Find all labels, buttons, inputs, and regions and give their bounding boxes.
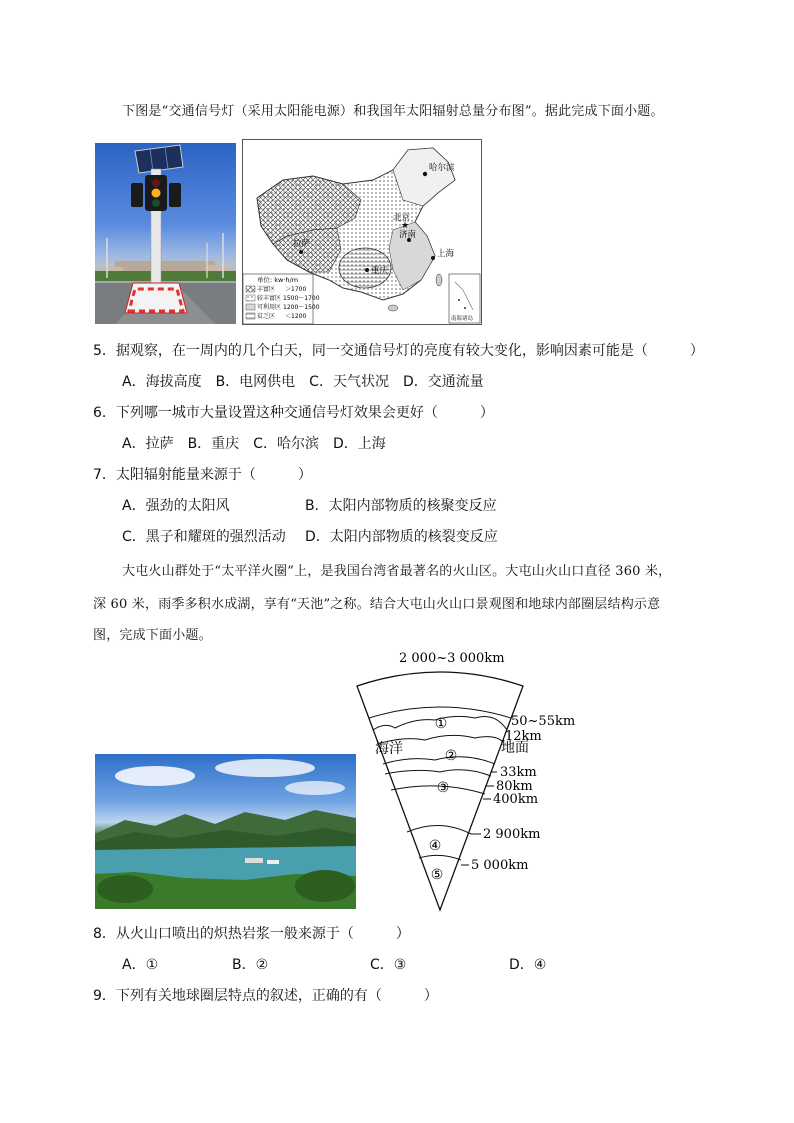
layer-4-marker: ④ [428,838,442,854]
question-8-option-d: D．④ [509,957,547,973]
traffic-signal-photo [95,143,236,324]
legend-value-0: ＞1700 [285,286,307,293]
city-beijing: 北京 [393,213,411,223]
question-7-option-a: A．强劲的太阳风 [122,498,230,514]
depth-label-1: 50~55km [511,714,576,729]
question-8-stem: 8．从火山口喷出的炽热岩浆一般来源于（ ） [93,926,410,942]
question-5-stem: 5．据观察，在一周内的几个白天，同一交通信号灯的亮度有较大变化，影响因素可能是（ ） [93,343,704,359]
city-jinan: 济南 [399,230,417,240]
legend-label-2: 可利用区 [257,304,282,311]
land-label: 地面 [501,740,529,756]
legend-label-1: 较丰富区 [257,295,282,302]
top-width-label: 2 000~3 000km [399,651,505,666]
layer-2-marker: ② [444,748,458,764]
city-harbin: 哈尔滨 [429,163,455,173]
earth-layers-diagram [355,648,595,913]
depth-label-4: 80km [496,779,533,794]
city-chongqing: 重庆 [371,266,389,276]
city-shanghai: 上海 [437,249,455,259]
legend-value-3: ＜1200 [285,313,307,320]
crater-lake-photo [95,754,356,909]
depth-label-7: 5 000km [471,858,529,873]
legend-label-3: 贫乏区 [257,313,276,320]
earth-layers-wedge [355,648,595,913]
question-6-options: A．拉萨 B．重庆 C．哈尔滨 D．上海 [122,436,386,452]
question-7-option-c: C．黑子和耀斑的强烈活动 [122,529,286,545]
intro-2-line-3: 图，完成下面小题。 [93,628,212,643]
svg-text:★: ★ [401,221,410,231]
question-8-option-c: C．③ [370,957,407,973]
question-8-option-b: B．② [232,957,269,973]
question-7-option-d: D．太阳内部物质的核裂变反应 [305,529,498,545]
intro-2-line-2: 深 60 米，雨季多积水成湖，享有“天池”之称。结合大屯山火山口景观图和地球内部圈层结构示意 [93,597,661,612]
depth-label-2: 12km [505,729,542,744]
legend-title: 单位: kw·h/m [257,276,299,284]
intro-2-line-1: 大屯火山群处于“太平洋火圈”上，是我国台湾省最著名的火山区。大屯山火山口直径 360 米， [122,564,672,579]
city-lhasa: 拉萨 [293,239,311,249]
layer-1-marker: ① [434,716,448,732]
ocean-label: 海洋 [375,741,403,757]
legend-label-0: 丰富区 [257,286,276,293]
china-map-illustration [243,140,481,324]
depth-label-5: 400km [493,792,539,807]
solar-radiation-map [242,139,482,325]
intro-text: 下图是“交通信号灯（采用太阳能电源）和我国年太阳辐射总量分布图”。据此完成下面小题。 [122,104,664,119]
layer-3-marker: ③ [436,780,450,796]
legend-value-1: 1500～1700 [283,295,320,302]
question-8-option-a: A．① [122,957,159,973]
legend-value-2: 1200～1500 [283,304,320,311]
question-9-stem: 9．下列有关地球圈层特点的叙述，正确的有（ ） [93,988,438,1004]
inset-label: 南海诸岛 [451,316,474,322]
layer-5-marker: ⑤ [430,867,444,883]
question-7-option-b: B．太阳内部物质的核聚变反应 [305,498,497,514]
question-5-options: A．海拔高度 B．电网供电 C．天气状况 D．交通流量 [122,374,484,390]
crater-lake-illustration [95,754,356,909]
depth-label-6: 2 900km [483,827,541,842]
traffic-signal-illustration [95,143,236,324]
depth-label-3: 33km [500,765,537,780]
question-7-stem: 7．太阳辐射能量来源于（ ） [93,467,312,483]
question-6-stem: 6．下列哪一城市大量设置这种交通信号灯效果会更好（ ） [93,405,494,421]
